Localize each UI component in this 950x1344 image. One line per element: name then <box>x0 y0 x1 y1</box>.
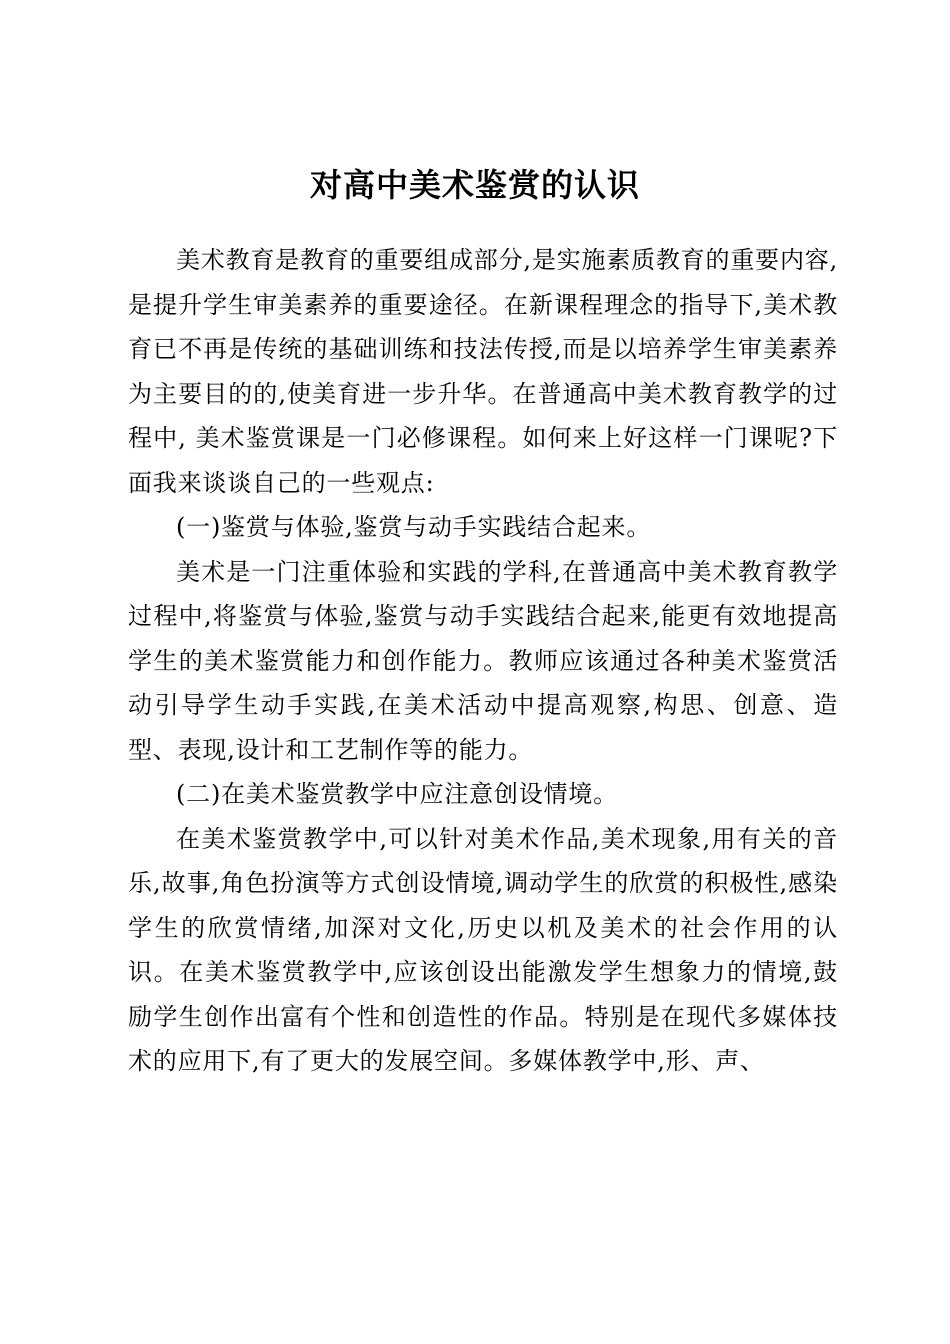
section-heading-2: (二)在美术鉴赏教学中应注意创设情境。 <box>176 780 618 808</box>
paragraph-section-2: 在美术鉴赏教学中,可以针对美术作品,美术现象,用有关的音乐,故事,角色扮演等方式创设情境,调动学生的欣赏的积极性,感染学生的欣赏情绪,加深对文化,历史以机及美术的社会作用的认识。在美术鉴赏教学中,应该创设出能激发学生想象力的情境,鼓励学生创作出富有个性和创造性的作品。特别是在现代多媒体技术的应用下,有了更大的发展空间。多媒体教学中,形、声、 <box>128 824 838 1075</box>
section-heading-1: (一)鉴赏与体验,鉴赏与动手实践结合起来。 <box>176 513 652 541</box>
paragraph-section-1: 美术是一门注重体验和实践的学科,在普通高中美术教育教学过程中,将鉴赏与体验,鉴赏与动手实践结合起来,能更有效地提高学生的美术鉴赏能力和创作能力。教师应该通过各种美术鉴赏活动引导学生动手实践,在美术活动中提高观察,构思、创意、造型、表现,设计和工艺制作等的能力。 <box>128 557 838 764</box>
document-body <box>128 238 838 1084</box>
paragraph-intro: 美术教育是教育的重要组成部分,是实施素质教育的重要内容,是提升学生审美素养的重要途径。在新课程理念的指导下,美术教育已不再是传统的基础训练和技法传授,而是以培养学生审美素养为主要目的的,使美育进一步升华。在普通高中美术教育教学的过程中, 美术鉴赏课是一门必修课程。如何来上好这样一门课呢?下面我来谈谈自己的一些观点: <box>128 246 838 497</box>
document-title: 对高中美术鉴赏的认识 <box>309 166 640 205</box>
